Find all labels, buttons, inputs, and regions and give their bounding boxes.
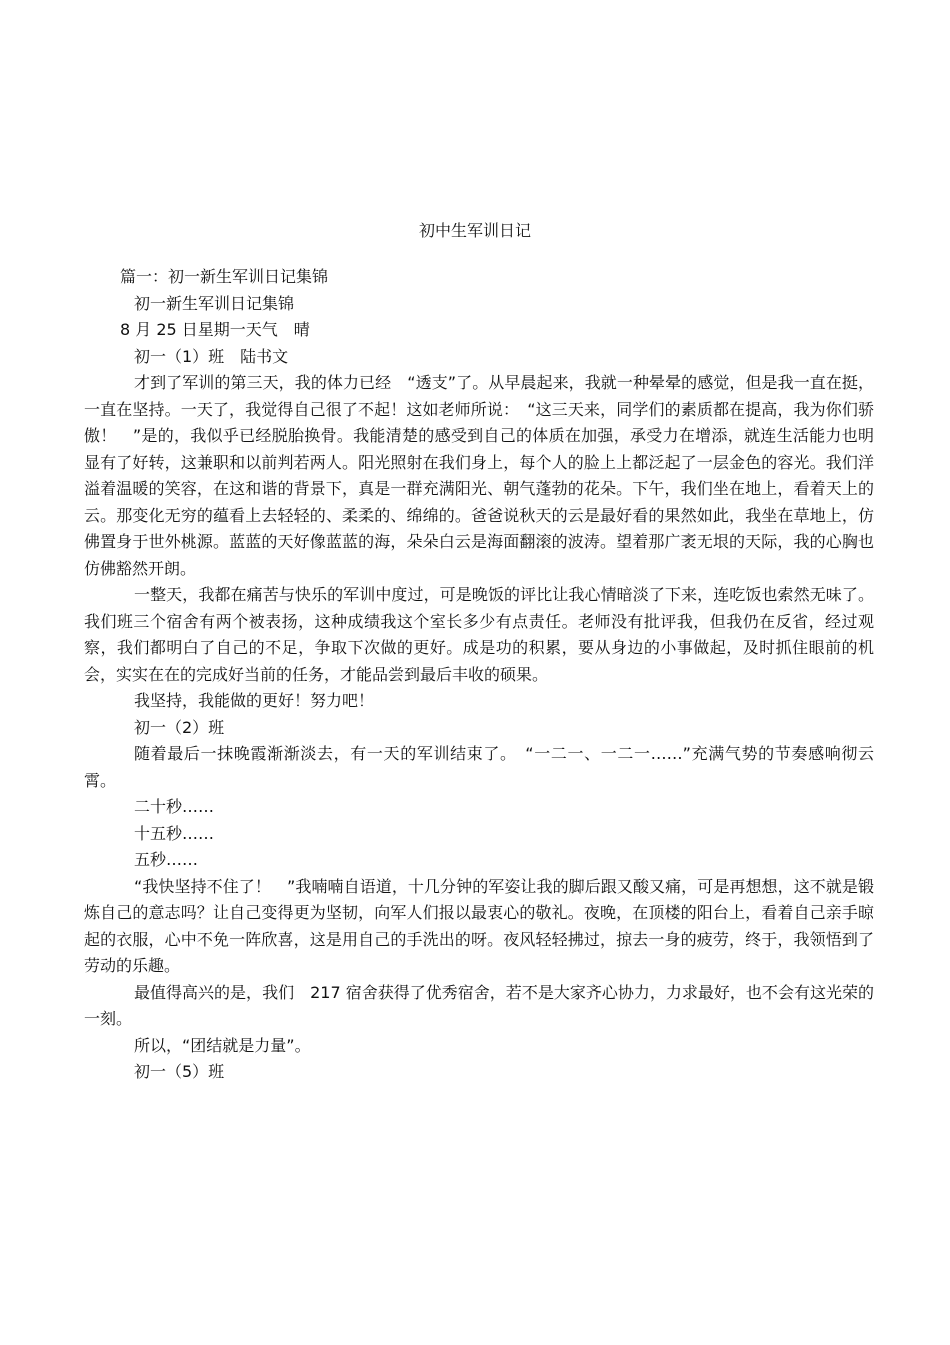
body-paragraph: “我快坚持不住了！ ”我喃喃自语道，十几分钟的军姿让我的脚后跟又酸又痛，可是再想想，这不就是锻炼自己的意志吗？让自己变得更为坚韧，向军人们报以最衷心的敬礼。夜晚，在顶楼的阳台上，看着自己亲手晾起的衣服，心中不免一阵欣喜，这是用自己的手洗出的呀。夜风轻轻拂过，掠去一身的疲劳，终于，我领悟到了劳动的乐趣。 [84, 876, 874, 975]
body-paragraph: 一整天，我都在痛苦与快乐的军训中度过，可是晚饭的评比让我心情暗淡了下来，连吃饭也索然无味了。我们班三个宿舍有两个被表扬，这种成绩我这个室长多少有点责任。老师没有批评我，但我仍在反省，经过观察，我们都明白了自己的不足，争取下次做的更好。成是功的积累，要从身边的小事做起，及时抓住眼前的机会，实实在在的完成好当前的任务，才能品尝到最后丰收的硕果。 [84, 585, 874, 684]
text-line: 所以，“团结就是力量”。 [134, 1035, 311, 1055]
body-paragraph: 最值得高兴的是，我们 217 宿舍获得了优秀宿舍，若不是大家齐心协力，力求最好，也不会有这光荣的一刻。 [84, 982, 874, 1028]
text-line: 五秒…… [134, 850, 199, 869]
text-line: 我坚持，我能做的更好！努力吧！ [134, 691, 375, 710]
text-line: 8 月 25 日星期一天气 晴 [120, 320, 310, 339]
text-line: 十五秒…… [134, 823, 215, 843]
text-line: 初一（2）班 [134, 717, 225, 737]
text-line: 初一新生军训日记集锦 [134, 293, 295, 313]
body-paragraph: 随着最后一抹晚霞渐渐淡去，有一天的军训结束了。 “一二一、一二一……”充满气势的节奏感响彻云霄。 [84, 744, 874, 790]
document-title: 初中生军训日记 [418, 221, 531, 240]
body-paragraph: 才到了军训的第三天，我的体力已经 “透支”了。从早晨起来，我就一种晕晕的感觉，但是我一直在挺，一直在坚持。一天了，我觉得自己很了不起！这如老师所说： “这三天来，同学们的素质都在提高，我为你们骄傲！ ”是的，我似乎已经脱胎换骨。我能清楚的感受到自己的体质在加强，承受力在增添，就连生活能力也明显有了好转，这兼职和以前判若两人。阳光照射在我们身上，每个人的脸上上都泛起了一层金色的容光。我们洋溢着温暖的笑容，在这和谐的背景下，真是一群充满阳光、朝气蓬勃的花朵。下午，我们坐在地上，看着天上的云。那变化无穷的蕴看上去轻轻的、柔柔的、绵绵的。爸爸说秋天的云是最好看的果然如此，我坐在草地上，仿佛置身于世外桃源。蓝蓝的天好像蓝蓝的海，朵朵白云是海面翻滚的波涛。望着那广袤无垠的天际，我的心胸也仿佛豁然开朗。 [84, 373, 874, 578]
text-line: 初一（1）班 陆书文 [134, 346, 289, 366]
text-line: 初一（5）班 [134, 1062, 225, 1081]
text-line: 二十秒…… [134, 797, 215, 816]
document-body [84, 264, 874, 1086]
text-line: 篇一：初一新生军训日记集锦 [120, 267, 329, 286]
